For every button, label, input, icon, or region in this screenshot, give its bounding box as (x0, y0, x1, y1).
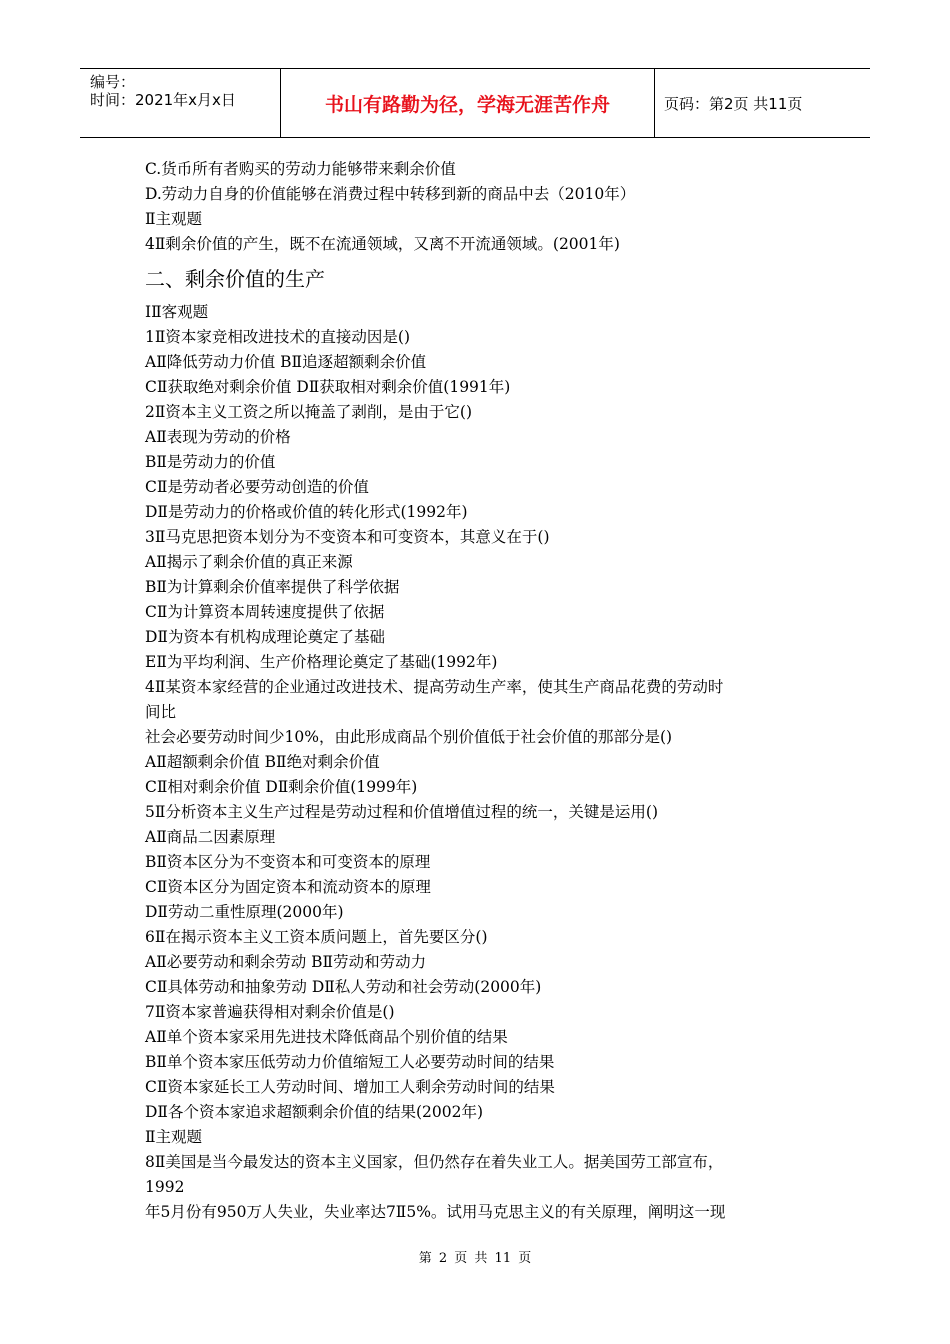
text-line: CⅡ是劳动者必要劳动创造的价值 (145, 478, 369, 496)
text-line: 3Ⅱ马克思把资本划分为不变资本和可变资本，其意义在于() (145, 528, 550, 546)
header-meta (80, 69, 281, 137)
text-line: AⅡ表现为劳动的价格 (145, 428, 291, 446)
text-line: CⅡ获取绝对剩余价值 DⅡ获取相对剩余价值(1991年) (145, 378, 511, 396)
text-line: 8Ⅱ美国是当今最发达的资本主义国家，但仍然存在着失业工人。据美国劳工部宣布， (145, 1153, 724, 1171)
text-line: BⅡ单个资本家压低劳动力价值缩短工人必要劳动时间的结果 (145, 1053, 555, 1071)
text-line: 4Ⅱ剩余价值的产生，既不在流通领域，又离不开流通领域。(2001年) (145, 235, 620, 253)
text-line: 间比 (145, 703, 177, 721)
text-line: CⅡ资本家延长工人劳动时间、增加工人剩余劳动时间的结果 (145, 1078, 555, 1096)
lines-after (145, 300, 825, 1225)
text-line: CⅡ相对剩余价值 DⅡ剩余价值(1999年) (145, 778, 418, 796)
text-line: DⅡ是劳动力的价格或价值的转化形式(1992年) (145, 503, 468, 521)
text-line: 1Ⅱ资本家竞相改进技术的直接动因是() (145, 328, 410, 346)
number-label: 编号： (90, 73, 136, 91)
text-line: CⅡ为计算资本周转速度提供了依据 (145, 603, 385, 621)
text-line: 1992 (145, 1178, 185, 1196)
page-header (80, 68, 870, 138)
text-line: DⅡ各个资本家追求超额剩余价值的结果(2002年) (145, 1103, 484, 1121)
section-title: 二、剩余价值的生产 (145, 267, 325, 291)
text-line: 7Ⅱ资本家普遍获得相对剩余价值是() (145, 1003, 395, 1021)
text-line: AⅡ单个资本家采用先进技术降低商品个别价值的结果 (145, 1028, 508, 1046)
lines-before (145, 157, 825, 257)
motto: 书山有路勤为径，学海无涯苦作舟 (324, 93, 610, 116)
text-line: Ⅱ主观题 (145, 210, 203, 228)
text-line: BⅡ资本区分为不变资本和可变资本的原理 (145, 853, 431, 871)
document-body (145, 157, 825, 1225)
text-line: 4Ⅱ某资本家经营的企业通过改进技术、提高劳动生产率，使其生产商品花费的劳动时 (145, 678, 724, 696)
text-line: BⅡ是劳动力的价值 (145, 453, 276, 471)
text-line: 社会必要劳动时间少10%，由此形成商品个别价值低于社会价值的那部分是() (145, 728, 673, 746)
text-line: DⅡ劳动二重性原理(2000年) (145, 903, 344, 921)
text-line: 6Ⅱ在揭示资本主义工资本质问题上，首先要区分() (145, 928, 488, 946)
text-line: AⅡ揭示了剩余价值的真正来源 (145, 553, 353, 571)
text-line: 2Ⅱ资本主义工资之所以掩盖了剥削，是由于它() (145, 403, 472, 421)
time-label: 时间：2021年x月x日 (90, 91, 236, 109)
header-page-cell (655, 69, 870, 137)
text-line: AⅡ商品二因素原理 (145, 828, 276, 846)
text-line: BⅡ为计算剩余价值率提供了科学依据 (145, 578, 400, 596)
text-line: 年5月份有950万人失业，失业率达7Ⅱ5%。试用马克思主义的有关原理，阐明这一现 (145, 1203, 726, 1221)
text-line: DⅡ为资本有机构成理论奠定了基础 (145, 628, 385, 646)
text-line: AⅡ降低劳动力价值 BⅡ追逐超额剩余价值 (145, 353, 427, 371)
page-info: 页码：第2页 共11页 (664, 94, 803, 113)
text-line: AⅡ超额剩余价值 BⅡ绝对剩余价值 (145, 753, 380, 771)
header-motto-cell (281, 69, 655, 137)
text-line: D.劳动力自身的价值能够在消费过程中转移到新的商品中去（2010年） (145, 185, 636, 203)
text-line: C.货币所有者购买的劳动力能够带来剩余价值 (145, 160, 456, 178)
text-line: EⅡ为平均利润、生产价格理论奠定了基础(1992年) (145, 653, 498, 671)
text-line: CⅡ资本区分为固定资本和流动资本的原理 (145, 878, 431, 896)
page-footer: 第 2 页 共 11 页 (418, 1251, 532, 1266)
text-line: IⅡ客观题 (145, 303, 209, 321)
text-line: AⅡ必要劳动和剩余劳动 BⅡ劳动和劳动力 (145, 953, 427, 971)
text-line: 5Ⅱ分析资本主义生产过程是劳动过程和价值增值过程的统一，关键是运用() (145, 803, 658, 821)
text-line: CⅡ具体劳动和抽象劳动 DⅡ私人劳动和社会劳动(2000年) (145, 978, 542, 996)
text-line: Ⅱ主观题 (145, 1128, 203, 1146)
